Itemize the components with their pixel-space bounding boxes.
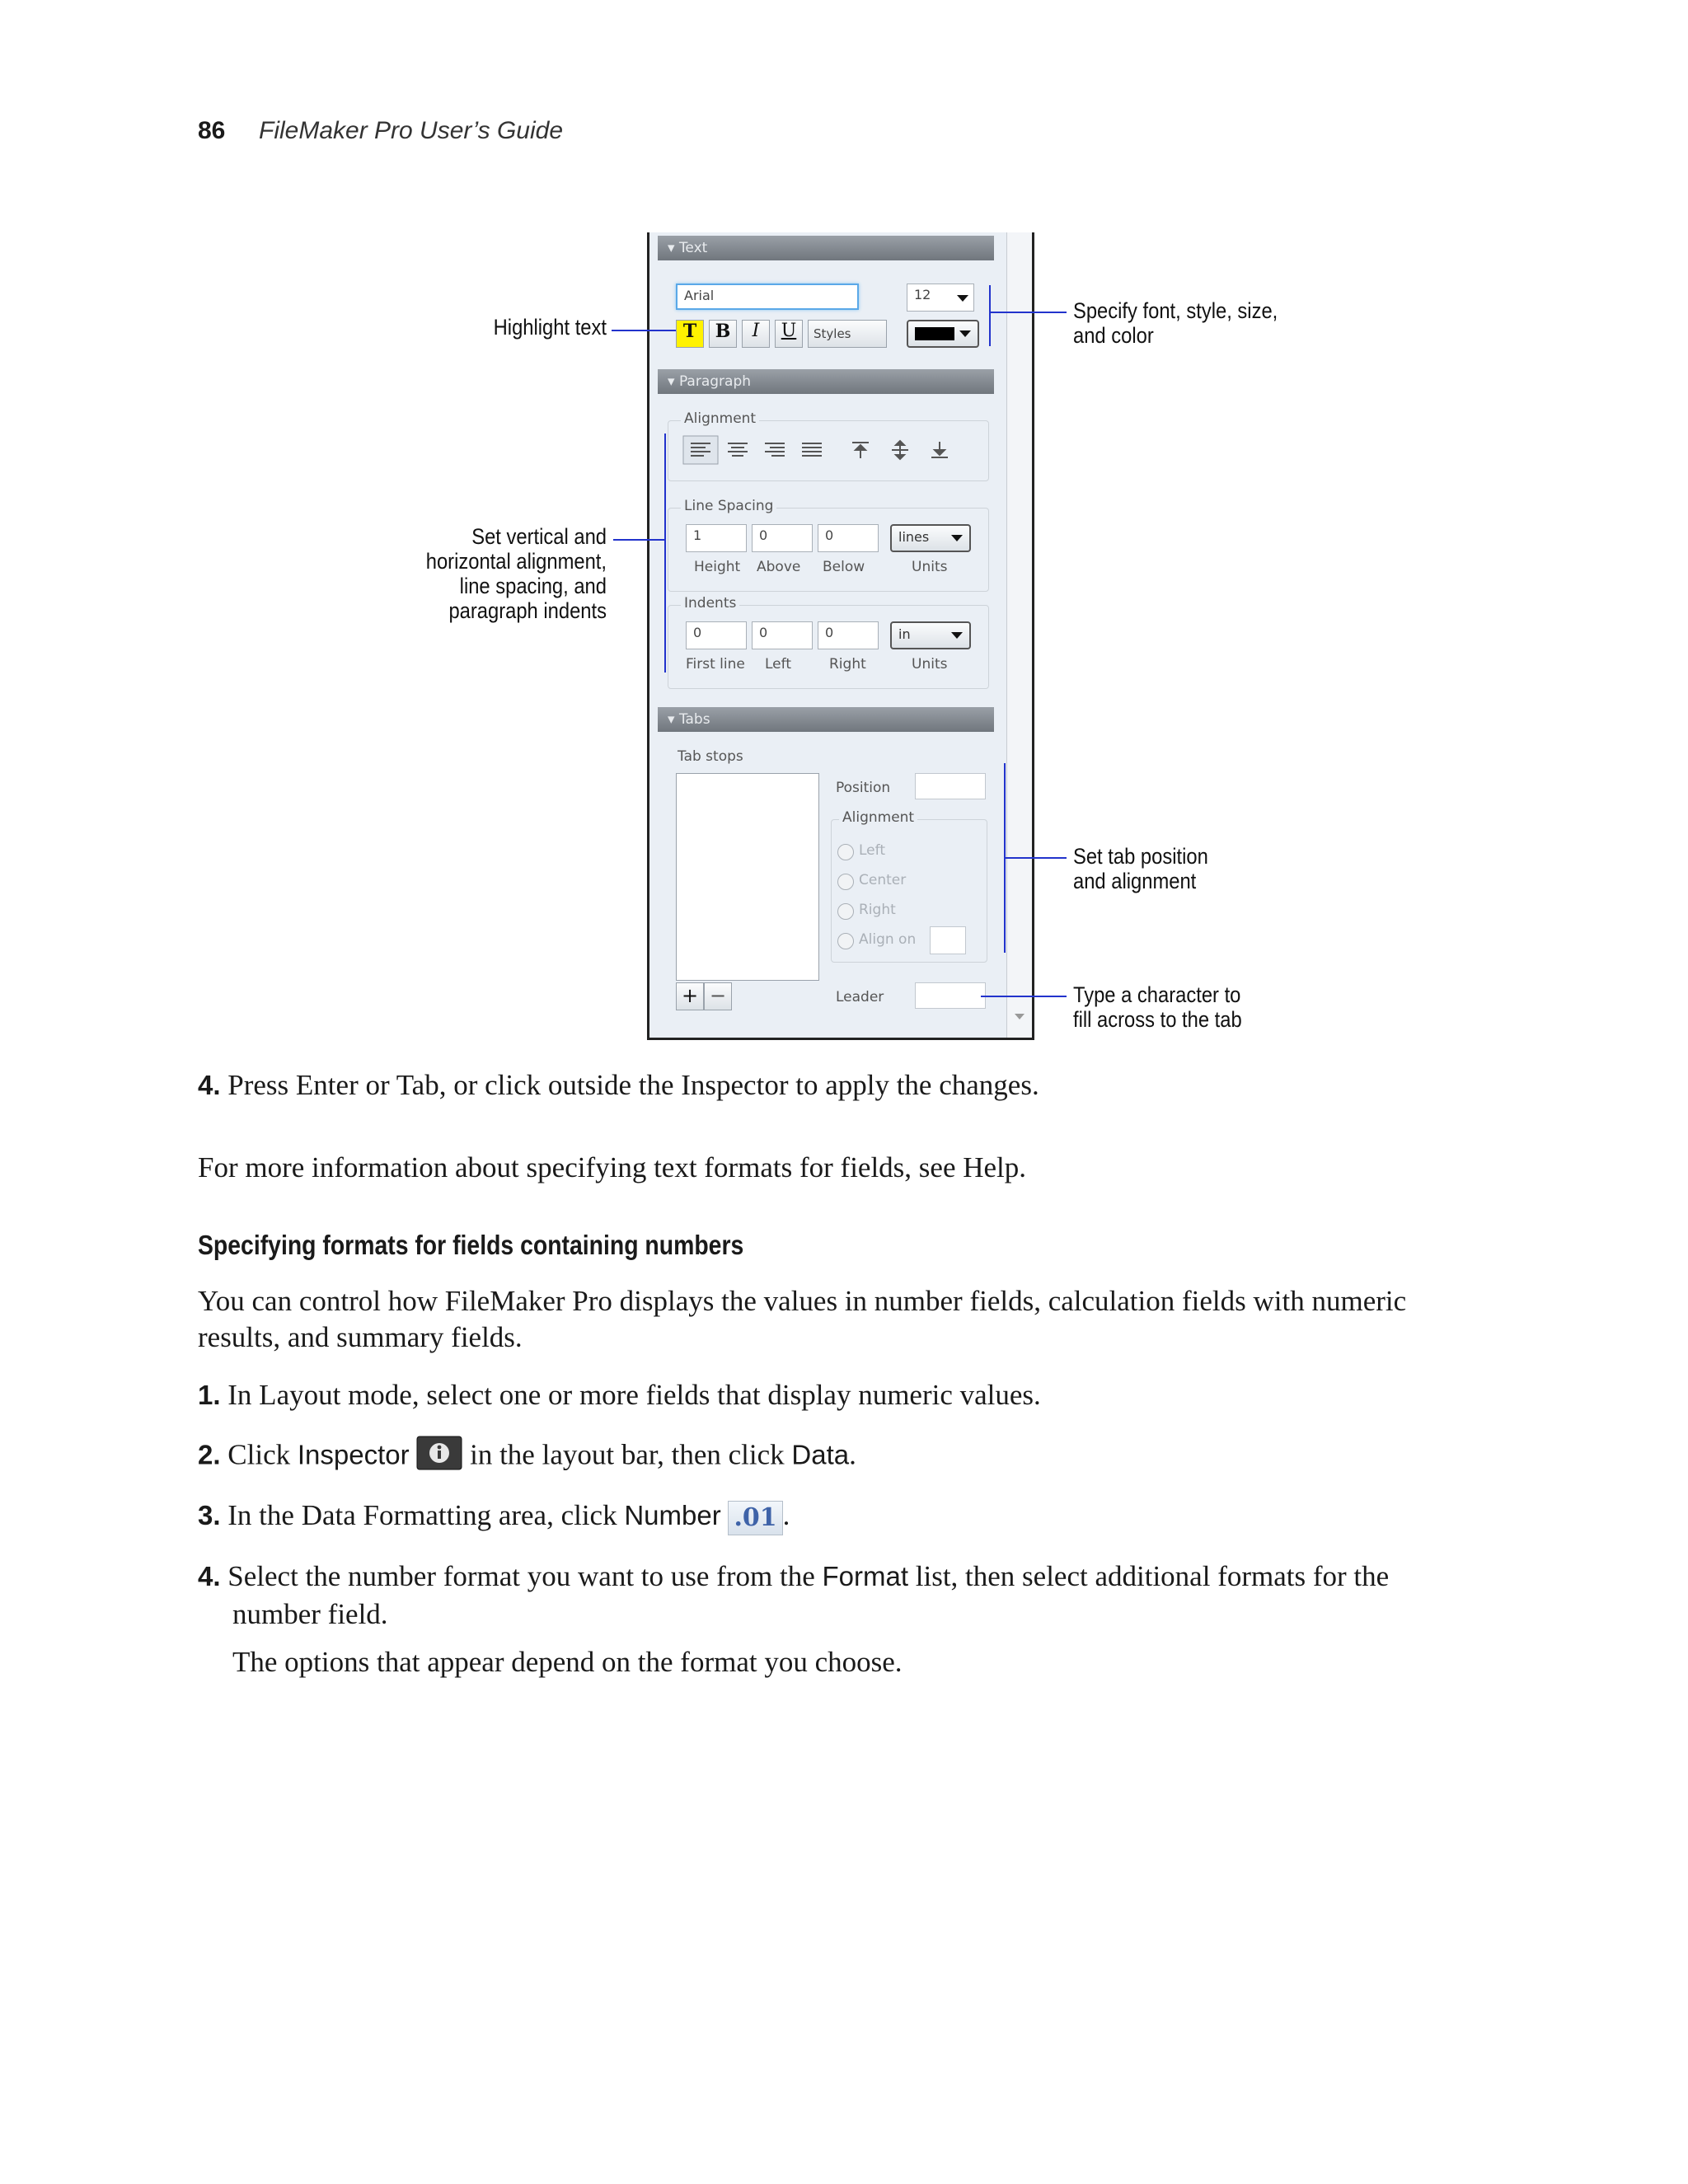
more-info-paragraph: For more information about specifying text formats for fields, see Help. xyxy=(198,1151,1027,1183)
info-icon-svg xyxy=(416,1436,462,1470)
step-text: In Layout mode, select one or more fields that display numeric values. xyxy=(227,1379,1041,1411)
options-note: The options that appear depend on the format you choose. xyxy=(232,1646,903,1678)
number-term: Number xyxy=(624,1500,721,1530)
space-above-input[interactable]: 0 xyxy=(752,524,813,552)
caption-units: Units xyxy=(912,656,948,673)
leader-input[interactable] xyxy=(915,982,986,1009)
step-number: 3. xyxy=(198,1500,221,1530)
radio-align-on[interactable] xyxy=(837,933,854,949)
step-4-format xyxy=(198,1558,1389,1595)
format-term: Format xyxy=(822,1561,908,1591)
indents-label: Indents xyxy=(681,595,739,612)
callout-tabs-line1: Set tab position xyxy=(1073,844,1208,869)
first-line-indent-input[interactable]: 0 xyxy=(686,621,747,649)
tabs-section-label: Tabs xyxy=(678,711,710,728)
font-size-value: 12 xyxy=(914,287,931,302)
callout-line-font xyxy=(989,312,1067,313)
caption-right: Right xyxy=(829,656,866,673)
inspector-panel xyxy=(647,232,1034,1040)
text-section-label: Text xyxy=(678,240,708,256)
radio-center[interactable] xyxy=(837,874,854,890)
caption-height: Height xyxy=(694,559,741,575)
color-swatch xyxy=(915,327,954,340)
step-2 xyxy=(198,1436,856,1479)
align-on-char-input[interactable] xyxy=(930,926,966,954)
text-color-picker[interactable] xyxy=(907,320,979,348)
italic-button[interactable]: I xyxy=(742,320,770,348)
add-tab-button[interactable]: + xyxy=(676,982,704,1010)
leader-label: Leader xyxy=(836,989,884,1005)
bold-button[interactable]: B xyxy=(709,320,737,348)
tabs-section-header[interactable] xyxy=(658,707,994,732)
callout-line-leader xyxy=(981,996,1067,997)
step-number: 2. xyxy=(198,1439,221,1470)
left-indent-input[interactable]: 0 xyxy=(752,621,813,649)
space-below-input[interactable]: 0 xyxy=(818,524,879,552)
vertical-alignment-buttons xyxy=(844,435,959,465)
callout-leader xyxy=(1073,982,1334,1032)
callout-line-highlight xyxy=(612,330,676,331)
caption-first-line: First line xyxy=(686,656,745,673)
caption-units: Units xyxy=(912,559,948,575)
chevron-down-icon xyxy=(951,632,963,639)
callout-font-line1: Specify font, style, size, xyxy=(1073,298,1278,323)
guide-title: FileMaker Pro User’s Guide xyxy=(259,117,564,144)
callout-font-style xyxy=(1073,298,1363,348)
callout-alignment-line3: line spacing, and xyxy=(459,574,607,598)
chevron-down-icon xyxy=(959,330,971,337)
callout-leader-line1: Type a character to xyxy=(1073,982,1241,1007)
line-spacing-units-select[interactable] xyxy=(890,524,971,552)
radio-right[interactable] xyxy=(837,903,854,920)
callout-alignment-line2: horizontal alignment, xyxy=(425,549,607,574)
data-term: Data xyxy=(791,1439,850,1470)
remove-tab-button[interactable]: − xyxy=(704,982,732,1010)
panel-scrollbar[interactable] xyxy=(1006,232,1032,1038)
line-spacing-label: Line Spacing xyxy=(681,498,776,514)
callout-tab-position xyxy=(1073,844,1334,893)
indent-units-value: in xyxy=(898,626,911,642)
indent-units-select[interactable] xyxy=(890,621,971,649)
intro-line-1: You can control how FileMaker Pro displays the values in number fields, calculation fields with numeric xyxy=(198,1285,1407,1317)
inspector-term: Inspector xyxy=(297,1439,410,1470)
underline-button[interactable]: U xyxy=(775,320,803,348)
callout-alignment-line1: Set vertical and xyxy=(471,524,607,549)
callout-bracket-font xyxy=(989,285,991,346)
intro-line-2: results, and summary fields. xyxy=(198,1321,523,1353)
horizontal-alignment-icons xyxy=(682,435,831,465)
position-label: Position xyxy=(836,780,891,796)
step-text: Click xyxy=(227,1438,291,1471)
caption-below: Below xyxy=(823,559,865,575)
tab-alignment-label: Alignment xyxy=(839,809,917,826)
page-number: 86 xyxy=(198,117,226,144)
callout-line-tabs xyxy=(1004,857,1067,859)
radio-left[interactable] xyxy=(837,844,854,860)
tab-position-input[interactable] xyxy=(915,773,986,799)
step-text: Press Enter or Tab, or click outside the Inspector to apply the changes. xyxy=(227,1069,1039,1101)
number-format-icon: .01 xyxy=(728,1501,782,1535)
callout-alignment-line4: paragraph indents xyxy=(448,598,607,623)
section-heading: Specifying formats for fields containing numbers xyxy=(198,1230,744,1260)
paragraph-section-header[interactable] xyxy=(658,369,994,394)
step-3 xyxy=(198,1497,790,1535)
horizontal-alignment-buttons xyxy=(682,435,831,465)
callout-font-line2: and color xyxy=(1073,323,1154,348)
radio-left-label: Left xyxy=(859,842,885,859)
line-spacing-units-value: lines xyxy=(898,529,930,545)
step-text: . xyxy=(849,1438,856,1471)
alignment-label: Alignment xyxy=(681,410,759,427)
caption-left: Left xyxy=(765,656,791,673)
step-number: 4. xyxy=(198,1070,221,1100)
callout-line-alignment xyxy=(613,539,666,541)
radio-align-on-label: Align on xyxy=(859,931,917,948)
tab-stops-label: Tab stops xyxy=(678,748,743,765)
font-input[interactable]: Arial xyxy=(676,284,859,310)
callout-alignment xyxy=(349,524,607,623)
line-height-input[interactable]: 1 xyxy=(686,524,747,552)
styles-button[interactable]: Styles xyxy=(808,320,887,348)
right-indent-input[interactable]: 0 xyxy=(818,621,879,649)
step-1 xyxy=(198,1376,1041,1413)
callout-leader-line2: fill across to the tab xyxy=(1073,1007,1242,1032)
step-text: Select the number format you want to use from the xyxy=(227,1560,815,1592)
tab-stops-list[interactable] xyxy=(676,773,819,981)
step-text: . xyxy=(782,1499,790,1531)
step-text: In the Data Formatting area, click xyxy=(227,1499,617,1531)
font-size-combo[interactable] xyxy=(907,284,974,312)
triangle-down-icon: ▾ xyxy=(668,711,679,728)
vertical-alignment-icons xyxy=(844,435,959,465)
step-4-format-line2: number field. xyxy=(232,1598,388,1630)
step-number: 1. xyxy=(198,1380,221,1410)
triangle-down-icon: ▾ xyxy=(668,240,679,256)
scroll-down-arrow-icon[interactable] xyxy=(1015,1014,1025,1019)
radio-center-label: Center xyxy=(859,872,907,888)
triangle-down-icon: ▾ xyxy=(668,373,679,390)
radio-right-label: Right xyxy=(859,902,896,918)
step-number: 4. xyxy=(198,1561,221,1591)
chevron-down-icon xyxy=(957,295,968,302)
paragraph-section-label: Paragraph xyxy=(678,373,752,390)
step-4-apply xyxy=(198,1066,1039,1104)
step-text: in the layout bar, then click xyxy=(470,1438,785,1471)
inspector-info-icon xyxy=(416,1436,462,1479)
caption-above: Above xyxy=(757,559,801,575)
chevron-down-icon xyxy=(951,535,963,541)
callout-tabs-line2: and alignment xyxy=(1073,869,1197,893)
text-section-header[interactable] xyxy=(658,236,994,260)
callout-bracket-alignment xyxy=(664,434,666,673)
highlight-text-button[interactable]: T xyxy=(676,320,704,348)
step-text: list, then select additional formats for the xyxy=(915,1560,1390,1592)
callout-highlight-text: Highlight text xyxy=(493,315,607,340)
